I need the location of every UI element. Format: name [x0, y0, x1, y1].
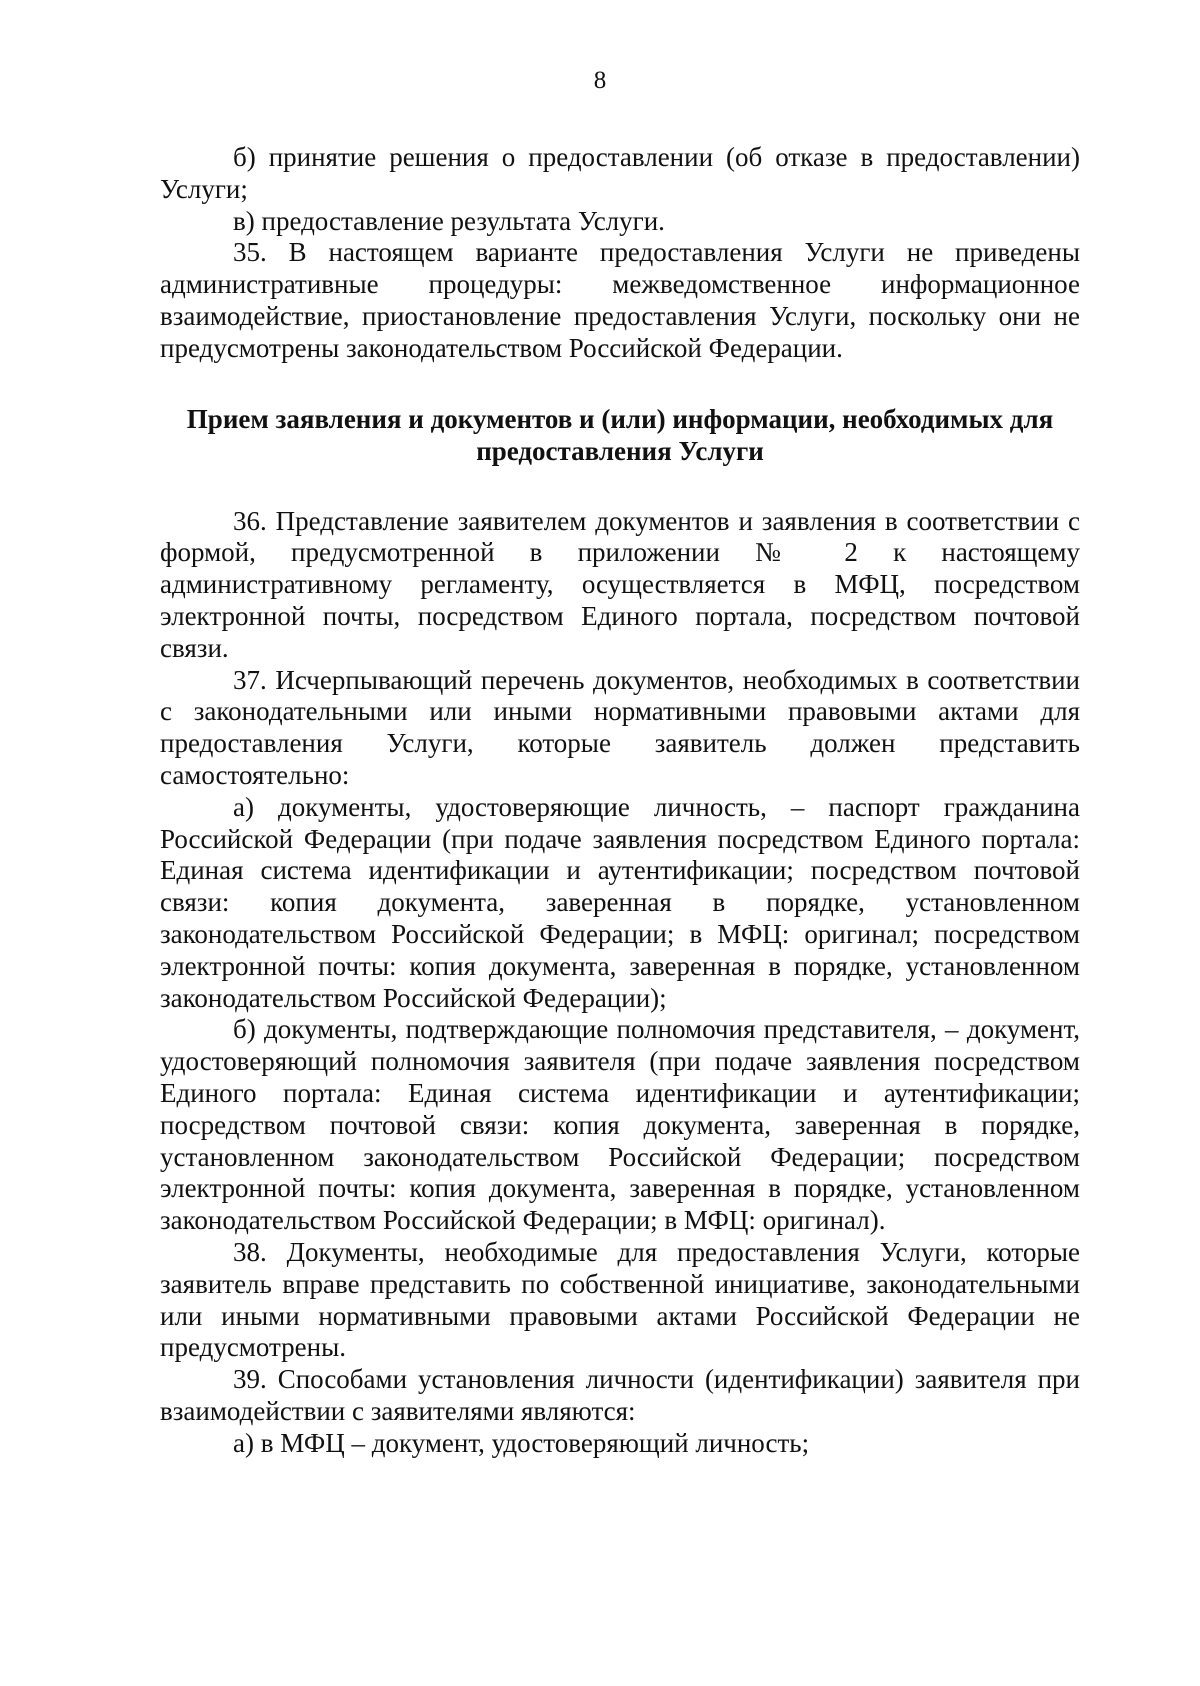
paragraph-35: 35. В настоящем варианте предоставления Услуги не приведены административные процедуры: межведомственное информационное взаимодействие, приостановление предоставления Услуги, поскольку они не предусмотрены законодательством Российской Федерации.: [160, 237, 1080, 363]
paragraph-36: 36. Представление заявителем документов и заявления в соответствии с формой, предусмотренной в приложении № 2 к настоящему административному регламенту, осуществляется в МФЦ, посредством электронной почты, посредством Единого портала, посредством почтовой связи.: [160, 505, 1080, 663]
paragraph-38: 38. Документы, необходимые для предоставления Услуги, которые заявитель вправе представить по собственной инициативе, законодательными или иными нормативными правовыми актами Российской Федерации не предусмотрены.: [160, 1236, 1080, 1363]
paragraph-item-b-decision: б) принятие решения о предоставлении (об отказе в предоставлении) Услуги;: [160, 142, 1080, 204]
paragraph-37-item-b: б) документы, подтверждающие полномочия представителя, – документ, удостоверяющий полномочия заявителя (при подаче заявления посредством Единого портала: Единая система идентификации и аутентификации; посредством почтовой связи: копия документа, заверенная в порядке, установленном законодательством Российской Федерации; посредством электронной почты: копия документа, заверенная в порядке, установленном законодательством Российской Федерации; в МФЦ: оригинал).: [160, 1014, 1080, 1236]
document-body: [160, 142, 1080, 1459]
paragraph-item-v-result: в) предоставление результата Услуги.: [233, 205, 665, 236]
page-number: 8: [593, 67, 607, 94]
paragraph-39-item-a: а) в МФЦ – документ, удостоверяющий личность;: [233, 1427, 810, 1458]
paragraph-37-item-a: а) документы, удостоверяющие личность, – паспорт гражданина Российской Федерации (при подаче заявления посредством Единого портала: Единая система идентификации и аутентификации; посредством почтовой связи: копия документа, заверенная в порядке, установленном законодательством Российской Федерации; в МФЦ: оригинал; посредством электронной почты: копия документа, заверенная в порядке, установленном законодательством Российской Федерации);: [160, 791, 1080, 1013]
paragraph-39: 39. Способами установления личности (идентификации) заявителя при взаимодействии с заявителями являются:: [160, 1364, 1080, 1426]
paragraph-37: 37. Исчерпывающий перечень документов, необходимых в соответствии с законодательными или иными нормативными правовыми актами для предоставления Услуги, которые заявитель должен представить самостоятельно:: [160, 664, 1080, 790]
section-heading: Прием заявления и документов и (или) информации, необходимых для предоставления Услуги: [186, 403, 1054, 466]
